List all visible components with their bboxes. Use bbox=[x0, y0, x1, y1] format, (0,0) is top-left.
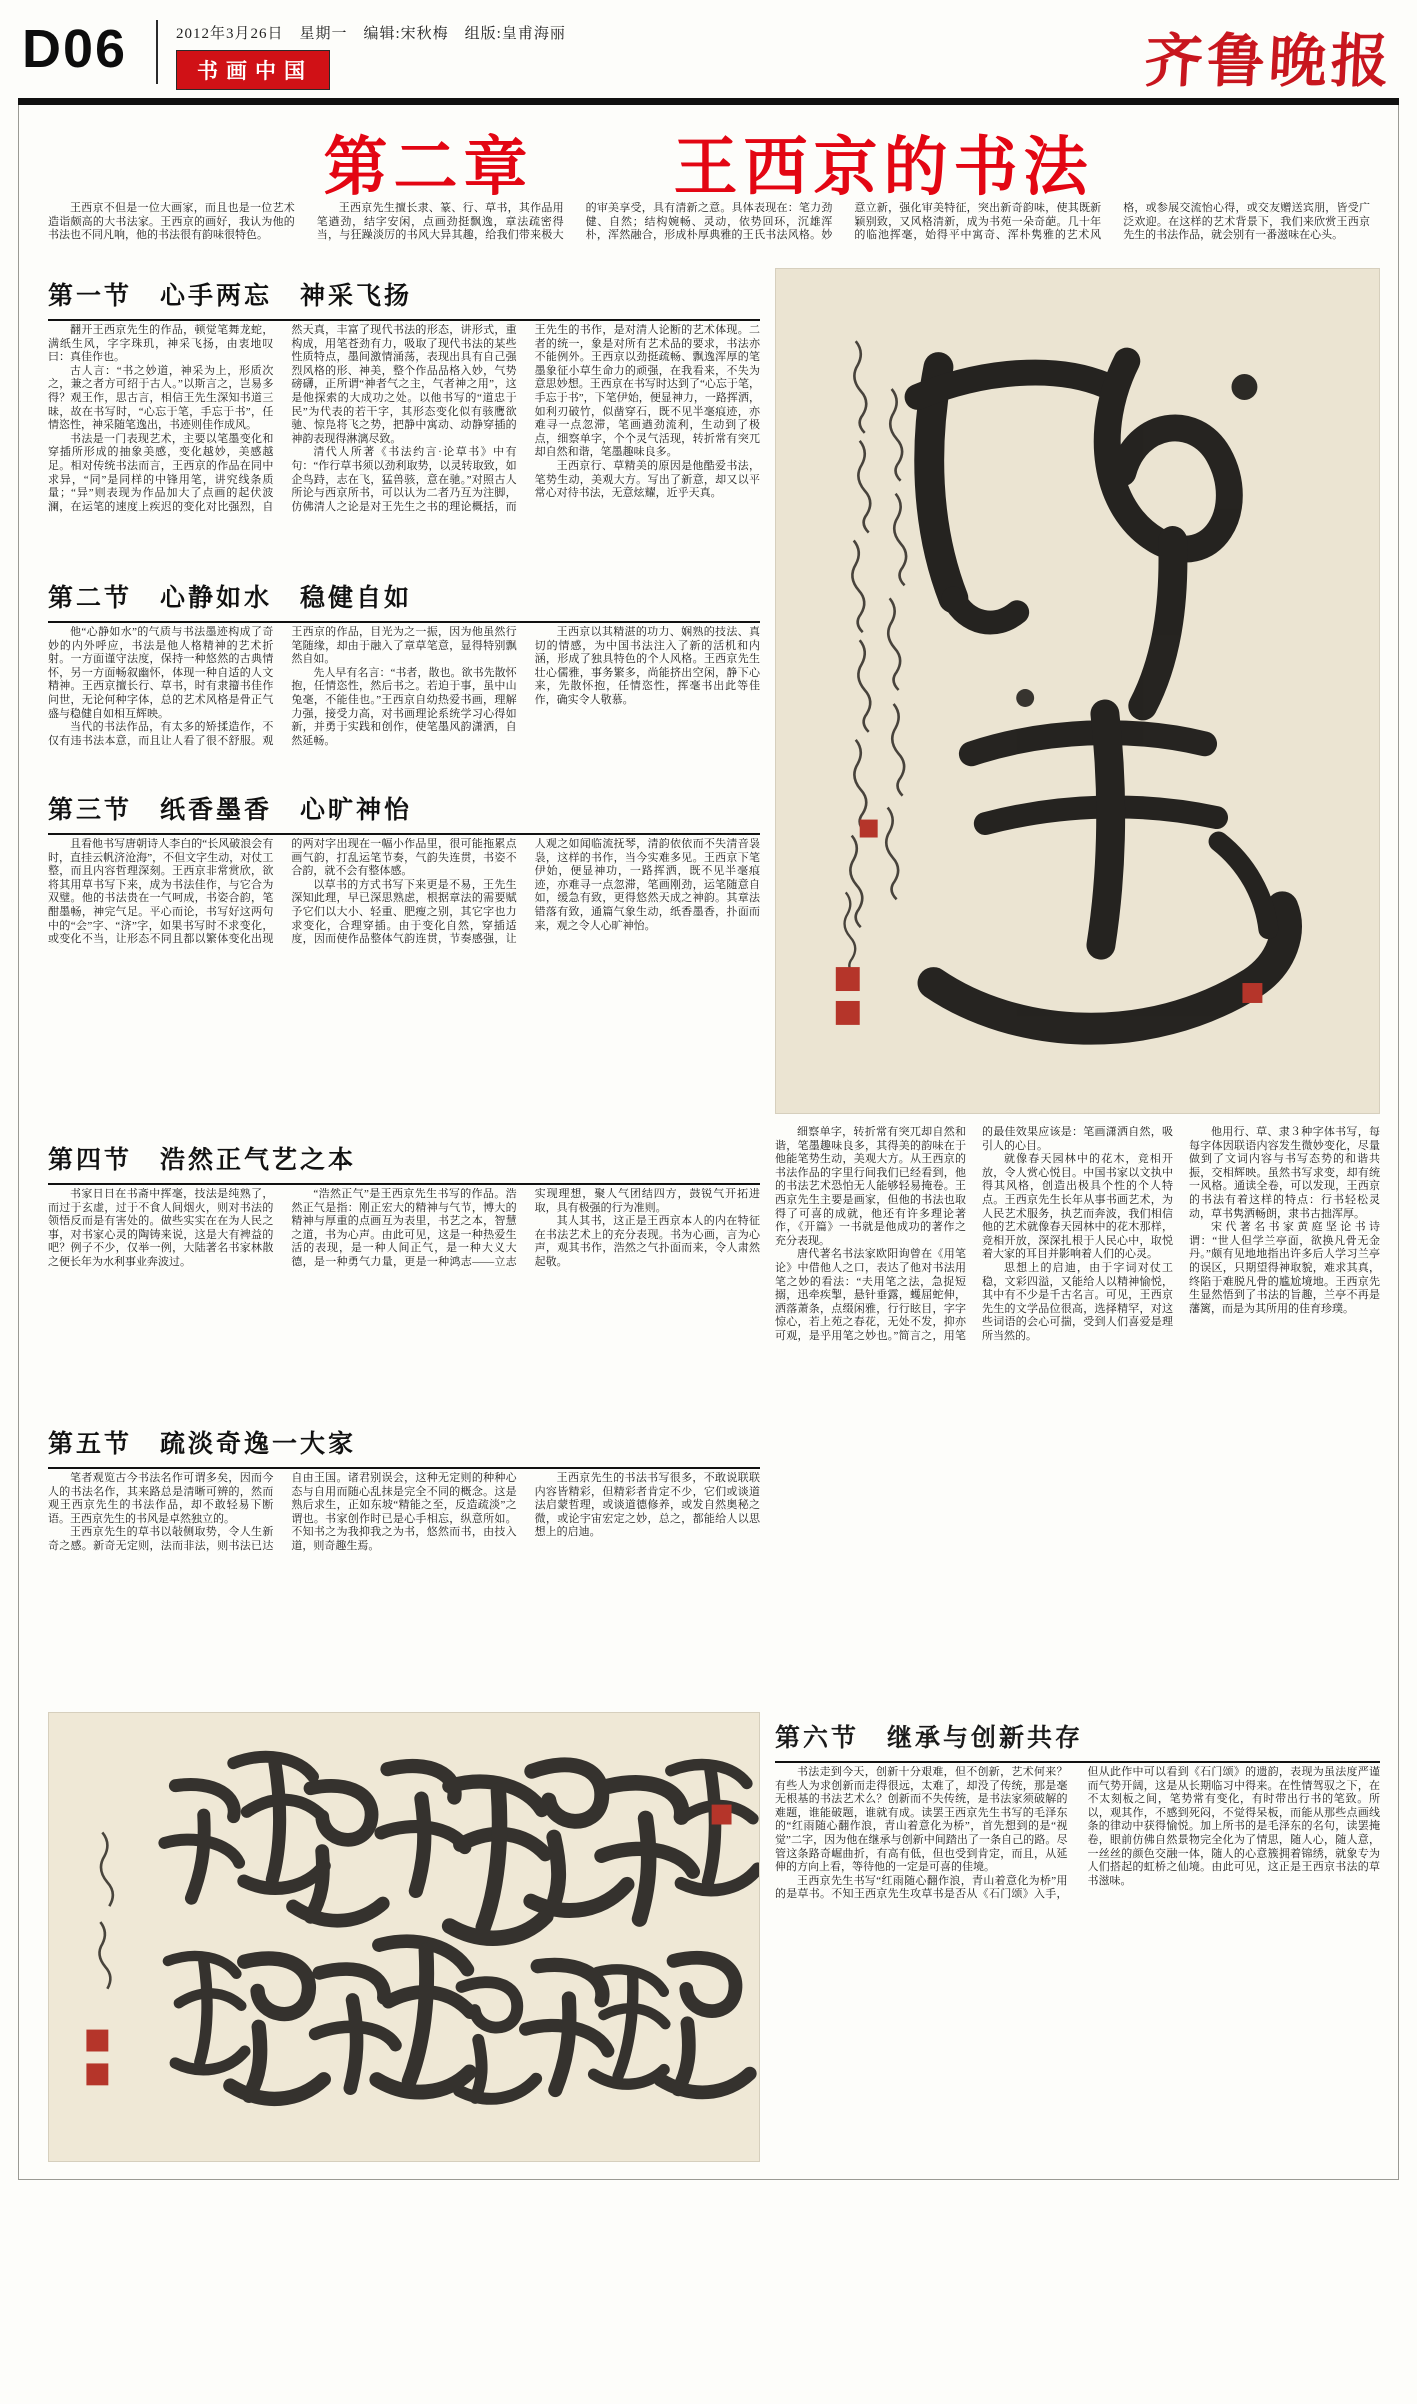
calligraphy-artwork-horizontal bbox=[48, 1712, 760, 2162]
section-title-1: 第一节 心手两忘 神采飞扬 bbox=[48, 276, 760, 321]
artist-seal-icon bbox=[1242, 983, 1262, 1003]
paragraph: 王西京先生的书法书写很多，不敢说联联内容皆精彩，但精彩者肯定不少，它们或谈道法启蒙哲理，或谈道德修养，或发自然奥秘之微，或论宇宙宏定之妙，总之，都能给人以思想上的启迪。 bbox=[534, 1472, 760, 1539]
artist-seal-icon bbox=[712, 1805, 732, 1825]
page-number: D06 bbox=[22, 19, 128, 79]
section-body-1 bbox=[48, 324, 760, 566]
paragraph: 当代的书法作品，有太多的矫揉造作，不仅有违书法本意，而且让人看了很不舒服。观王西京的作品，目光为之一振，因为他虽然行笔随缘，却由于融入了章草笔意，显得特别飘然自如。 bbox=[48, 626, 517, 747]
paragraph: 笔者观览古今书法名作可谓多矣，因而今人的书法名作，其来路总是清晰可辨的，然而观王西京先生的书法作品，却不敢轻易下断语。王西京先生的书风是卓然独立的。 bbox=[48, 1472, 274, 1525]
continuation-columns bbox=[775, 1126, 1380, 1692]
masthead bbox=[18, 10, 1399, 94]
paragraph: 宋代著名书家黄庭坚论书诗谓：“世人但学兰亭面，欲换凡骨无金丹。”颇有见地地指出许多后人学习兰亭的误区，只期望得神取貌，难求其真，终陷于难脱凡骨的尴尬境地。王西京先生显然悟到了书法的旨趣，兰亭不再是藩篱，而是为其所用的佳育珍璞。 bbox=[1189, 1221, 1380, 1315]
section-title-3: 第三节 纸香墨香 心旷神怡 bbox=[48, 790, 760, 835]
section-title-4: 第四节 浩然正气艺之本 bbox=[48, 1140, 760, 1185]
paragraph: 古人言：“书之妙道，神采为上，形质次之，兼之者方可绍于古人。”以斯言之，岂易多得？观王作，思古言，相信王先生深知书道三昧，故在书写时，“心忘于笔，手忘于书”，任情恣性，神采随笔逸出，书迹则佳作成风。 bbox=[48, 364, 274, 432]
section-label: 书画中国 bbox=[176, 50, 330, 90]
artist-seal-icon bbox=[836, 1001, 860, 1025]
paragraph: 他“心静如水”的气质与书法墨迹构成了奇妙的内外呼应，书法是他人格精神的艺术折射。一方面谨守法度，保持一种悠然的古典情怀，另一方面畅叙幽怀，体现一种自适的人文精神。王西京擅长行、草书，时有隶籀书佳作问世，无论何种字体，总的艺术风格是骨正气盛与稳健自如相互辉映。 bbox=[48, 626, 274, 720]
section-body-2 bbox=[48, 626, 760, 778]
artist-seal-icon bbox=[860, 820, 878, 838]
date-line: 2012年3月26日 星期一 编辑:宋秋梅 组版:皇甫海丽 bbox=[176, 26, 566, 42]
paragraph: 书家日日在书斋中挥毫，技法是纯熟了，而过于玄虚，过于不食人间烟火，则对书法的领悟反而是有害处的。做些实实在在为人民之事，对书家心灵的陶铸来说，这是大有裨益的吧？例子不少，仅举一例，大陆著名书家林散之便长年为水利事业奔波过。 bbox=[48, 1188, 274, 1268]
page-title: 第二章 王西京的书法 bbox=[323, 131, 1094, 203]
paragraph: 清代人所著《书法约言·论草书》中有句：“作行草书须以劲利取势，以灵转取致，如企鸟跱，志在飞，猛兽骇，意在驰。”对照古人所论与西京所书，可以认为二者乃互为注脚，仿佛清人之论是对王先生之书的理论概括，而王先生的书作，是对清人论断的艺术体现。二者的统一，象是对所有艺术品的要求，书法亦不能例外。王西京以劲挺疏畅、飘逸浑厚的笔墨象征小草生命力的顽强，在我看来，不失为意思妙想。王西京在书写时达到了“心忘于笔，手忘于书”，下笔伊始，便显神力，一路挥洒，如利刃破竹，似凿穿石，既不见半毫痕迹，亦难寻一点忽滞，笔画遒劲流利，生动到了极点，细察单字，个个灵气活现，转折常有突兀却自然和谐，笔墨趣味良多。 bbox=[291, 324, 760, 513]
calligraphy-artwork-vertical bbox=[775, 268, 1380, 1114]
paragraph: 先人早有名言：“书者，散也。欲书先散怀抱，任情恣性，然后书之。若迫于事，虽中山兔毫，不能佳也。”王西京自幼热爱书画，理解力强，接受力高，对书画理论系统学习心得如新，并勇于实践和创作，使笔墨风韵潇洒，自然延畅。 bbox=[291, 666, 517, 747]
paragraph: 就像春天园林中的花木，竞相开放，令人赏心悦目。中国书家以文执中得其风格，创造出极具个性的个人特点。王西京先生长年从事书画艺术，为人民艺术服务，执艺而奔波，我们相信他的艺术就像春天园林中的花木那样，竞相开放，深深扎根于人民心中，取悦着大家的耳目并影响着人们的心灵。 bbox=[982, 1153, 1173, 1261]
section-title-2: 第二节 心静如水 稳健自如 bbox=[48, 578, 760, 623]
paragraph: 以草书的方式书写下来更是不易，王先生深知此理，早已深思熟虑，根据章法的需要赋予它们以大小、轻重、肥瘦之别，其它字也力求变化，合理穿插。由于变化自然，穿插适度，因而使作品整体气韵连贯，节奏感强，让人观之如闻临流抚琴，清韵依依而不失清音袅袅，这样的书作，当今实难多见。王西京下笔伊始，便显神功，一路挥洒，既不见半毫痕迹，亦难寻一点忽滞，笔画刚劲，运笔随意自如，缓急有致，更得悠然天成之神韵。其章法错落有致，通篇气象生动，纸香墨香，扑面而来，观之令人心旷神怡。 bbox=[291, 838, 760, 946]
paragraph: 王西京先生的草书以敧侧取势，令人生新奇之感。新奇无定则，法而非法，则书法已达自由王国。诸君别误会，这种无定则的种种心态与自用而随心乱抹是完全不同的概念。这是熟后求生，正如东坡“精能之至，反造疏淡”之谓也。书家创作时已是心手相忘，纵意所如。不知书之为我抑我之为书，悠然而书，由技入道，则奇趣生焉。 bbox=[48, 1472, 517, 1552]
paragraph: 王西京以其精湛的功力、娴熟的技法、真切的情感，为中国书法注入了新的活机和内涵，形成了独具特色的个人风格。王西京先生壮心儒雅，事务繁多，尚能挤出空闲，静下心来，先散怀抱，任情恣性，挥毫书出此等佳作，确实令人敬慕。 bbox=[534, 626, 760, 706]
section-title-5: 第五节 疏淡奇逸一大家 bbox=[48, 1424, 760, 1469]
newspaper-logo: 齐鲁晚报 bbox=[1142, 29, 1395, 94]
intro-block bbox=[48, 202, 1370, 264]
paragraph: 细察单字，转折常有突兀却自然和谐，笔墨趣味良多，其得美的韵味在于他能笔势生动，美观大方。从王西京的书法作品的字里行间我们已经看到，他的书法艺术恐怕无人能够轻易掩卷。王西京先生主要是画家，但他的书法也取得了可喜的成就，他还有许多理论著作，《开篇》一书就是他成功的著作之充分表现。 bbox=[775, 1126, 966, 1247]
paragraph: 翻开王西京先生的作品，顿觉笔舞龙蛇，满纸生风，字字珠玑，神采飞扬，由衷地叹曰：真佳作也。 bbox=[48, 324, 274, 364]
paragraph: 思想上的启迪，由于字词对仗工稳，文彩四溢，又能给人以精神愉悦，其中有不少是千古名言。可见，王西京先生的文学品位很高，选择精罕，对这些词语的会心可揣，受到人们喜爱是理所当然的。 bbox=[982, 1261, 1173, 1342]
section-body-3 bbox=[48, 838, 760, 1106]
paragraph: 王西京先生书写“红雨随心翻作浪，青山着意化为桥”用的是草书。不知王西京先生攻草书是否从《石门颂》入手，但从此作中可以看到《石门颂》的遗韵，表现为虽法度严谨而气势开阔，这是从长期临习中得来。在性情驾驭之下，在不太刻板之间，笔势常有变化，有时带出行书的笔致。所以，观其作，不感到死闷，不觉得呆板，而能从那些点画线条的律动中获得愉悦。加上所书的是毛泽东的名句，读罢掩卷，眼前仿佛自然景物完全化为了情思，随人心，随人意，一丝丝的颜色交融一体，随人的心意簇拥着锦绣，就象专为人们搭起的虹桥之仙境。由此可见，这正是王西京书法的草书滋味。 bbox=[775, 1766, 1380, 1901]
paragraph: 书法是一门表现艺术，主要以笔墨变化和穿插所形成的抽象美感，变化越妙，美感越足。相对传统书法而言，王西京的作品在同中求异，“同”是同样的中锋用笔，讲究线条质量；“异”则表现为作品加大了点画的起伏波澜，在运笔的速度上疾迟的变化对比强烈，自然天真，丰富了现代书法的形态，讲形式，重构成，用笔苍劲有力，吸取了现代书法的某些性质特点，墨间激情涌荡，表现出具有自己强烈风格的形、神美，整个作品品格入妙，气势磅礴，正所谓“神者气之主，气者神之用”，这是他探索的大成功之处。以他书写的“道忠于民”为代表的若干字，其形态变化似有骇鹰欲驰、惊凫将飞之势，把静中寓动、动静穿插的神韵表现得淋漓尽致。 bbox=[48, 324, 517, 513]
section-body-4 bbox=[48, 1188, 760, 1400]
paragraph: 王西京行、草精美的原因是他酷爱书法，笔势生动，美观大方。写出了新意，却又以平常心对待书法，无意炫耀，近乎天真。 bbox=[534, 459, 760, 500]
masthead-divider bbox=[156, 20, 158, 84]
paragraph: “浩然正气”是王西京先生书写的作品。浩然正气是指：刚正宏大的精神与气节，博大的精神与厚重的点画互为表里，书艺之本，智慧之道，书为心声。由此可见，这是一种热爱生活的表现，是一种人间正气，是一种大义大德，是一种勇气力量，更是一种鸿志——立志实现理想，聚人气团结四方，鼓锐气开拓进取，具有极强的行为准则。 bbox=[291, 1188, 760, 1268]
brush-strokes-vertical bbox=[776, 269, 1379, 1113]
paragraph: 唐代著名书法家欧阳询曾在《用笔论》中借他人之口，表达了他对书法用笔之妙的看法：“夫用笔之法，急捉短搦，迅牵疾掣，悬针垂露，蠖屈蛇伸，洒落萧条，点缀闲雅，行行眩目，字字惊心，若上苑之春花，无处不发，抑亦可观，是乎用笔之妙也。”简言之，用笔的最佳效果应该是：笔画潇洒自然，吸引人的心目。 bbox=[775, 1126, 1173, 1342]
brush-strokes-horizontal bbox=[49, 1713, 759, 2161]
artist-seal-icon bbox=[86, 2030, 108, 2052]
section-body-6 bbox=[775, 1766, 1380, 2162]
paragraph: 王西京先生擅长隶、篆、行、草书，其作品用笔遒劲，结字安闲，点画劲挺飘逸，章法疏密得当，与狂躁淡厉的书风大异其趣，给我们带来极大的审美享受，具有清新之意。具体表现在：笔力劲健、自然；结构婉畅、灵动，依势回环，沉雄浑朴，浑然融合，形成朴厚典雅的王氏书法风格。妙意立新，强化审美特征，突出新奇韵味，使其既新颖别致，又风格清新，成为书苑一朵奇葩。几十年的临池挥毫，始得平中寓奇、浑朴隽雅的艺术风格，或参展交流怡心得，或交友赠送宾朋，皆受广泛欢迎。在这样的艺术背景下，我们来欣赏王西京先生的书法作品，就会别有一番滋味在心头。 bbox=[316, 202, 1370, 242]
paragraph: 王西京不但是一位大画家，而且也是一位艺术造诣颇高的大书法家。王西京的画好，我认为他的书法也不同凡响，他的书法很有韵味很特色。 bbox=[48, 202, 295, 242]
paragraph: 他用行、草、隶３种字体书写，每每字体因联语内容发生微妙变化，尽量做到了文词内容与书写态势的和谐共振，交相辉映。虽然书写求变，却有统一风格。通读全卷，可以发现，王西京的书法有着这样的特点：行书轻松灵动，草书隽洒畅朗，隶书古拙浑厚。 bbox=[1189, 1126, 1380, 1220]
paragraph: 其人其书，这正是王西京本人的内在特征在书法艺术上的充分表现。书为心画，言为心声，观其书作，浩然之气扑面而来，令人肃然起敬。 bbox=[534, 1215, 760, 1268]
masthead-rule bbox=[18, 98, 1399, 105]
paragraph: 且看他书写唐朝诗人李白的“长风破浪会有时，直挂云帆济沧海”，不但文字生动，对仗工整，而且内容哲理深刻。王西京非常赏欣，欲将其用草书写下来，成为书法佳作，与它合为双璧。他的书法贵在一气呵成，书姿合韵，笔酣墨畅，神完气足。平心而论，书写好这两句中的“会”字、“济”字，如果书写时不求变化，或变化不当，让形态不同且都以繁体变化出现的两对字出现在一幅小作品里，很可能拖累点画气韵，打乱运笔节奏，气韵失连贯，书姿不合韵，就不会有整体感。 bbox=[48, 838, 517, 946]
paragraph: 书法走到今天，创新十分艰难，但不创新，艺术何来？有些人为求创新而走得很远，太难了，却没了传统，那是毫无根基的书法艺术么？创新而不失传统，是书法家须破解的难题，谁能破题，谁就有成。读罢王西京先生书写的毛泽东的“红雨随心翻作浪，青山着意化为桥”，首先想到的是“视觉”二字，因为他在继承与创新中间踏出了一条自己的路。尽管这条路奇崛曲折，有高有低，但也受到肯定，而且，从延伸的方向上看，等待他的一定是可喜的佳境。 bbox=[775, 1766, 1068, 1874]
section-title-6: 第六节 继承与创新共存 bbox=[775, 1718, 1380, 1763]
artist-seal-icon bbox=[86, 2063, 108, 2085]
artist-seal-icon bbox=[836, 967, 860, 991]
section-body-5 bbox=[48, 1472, 760, 1690]
